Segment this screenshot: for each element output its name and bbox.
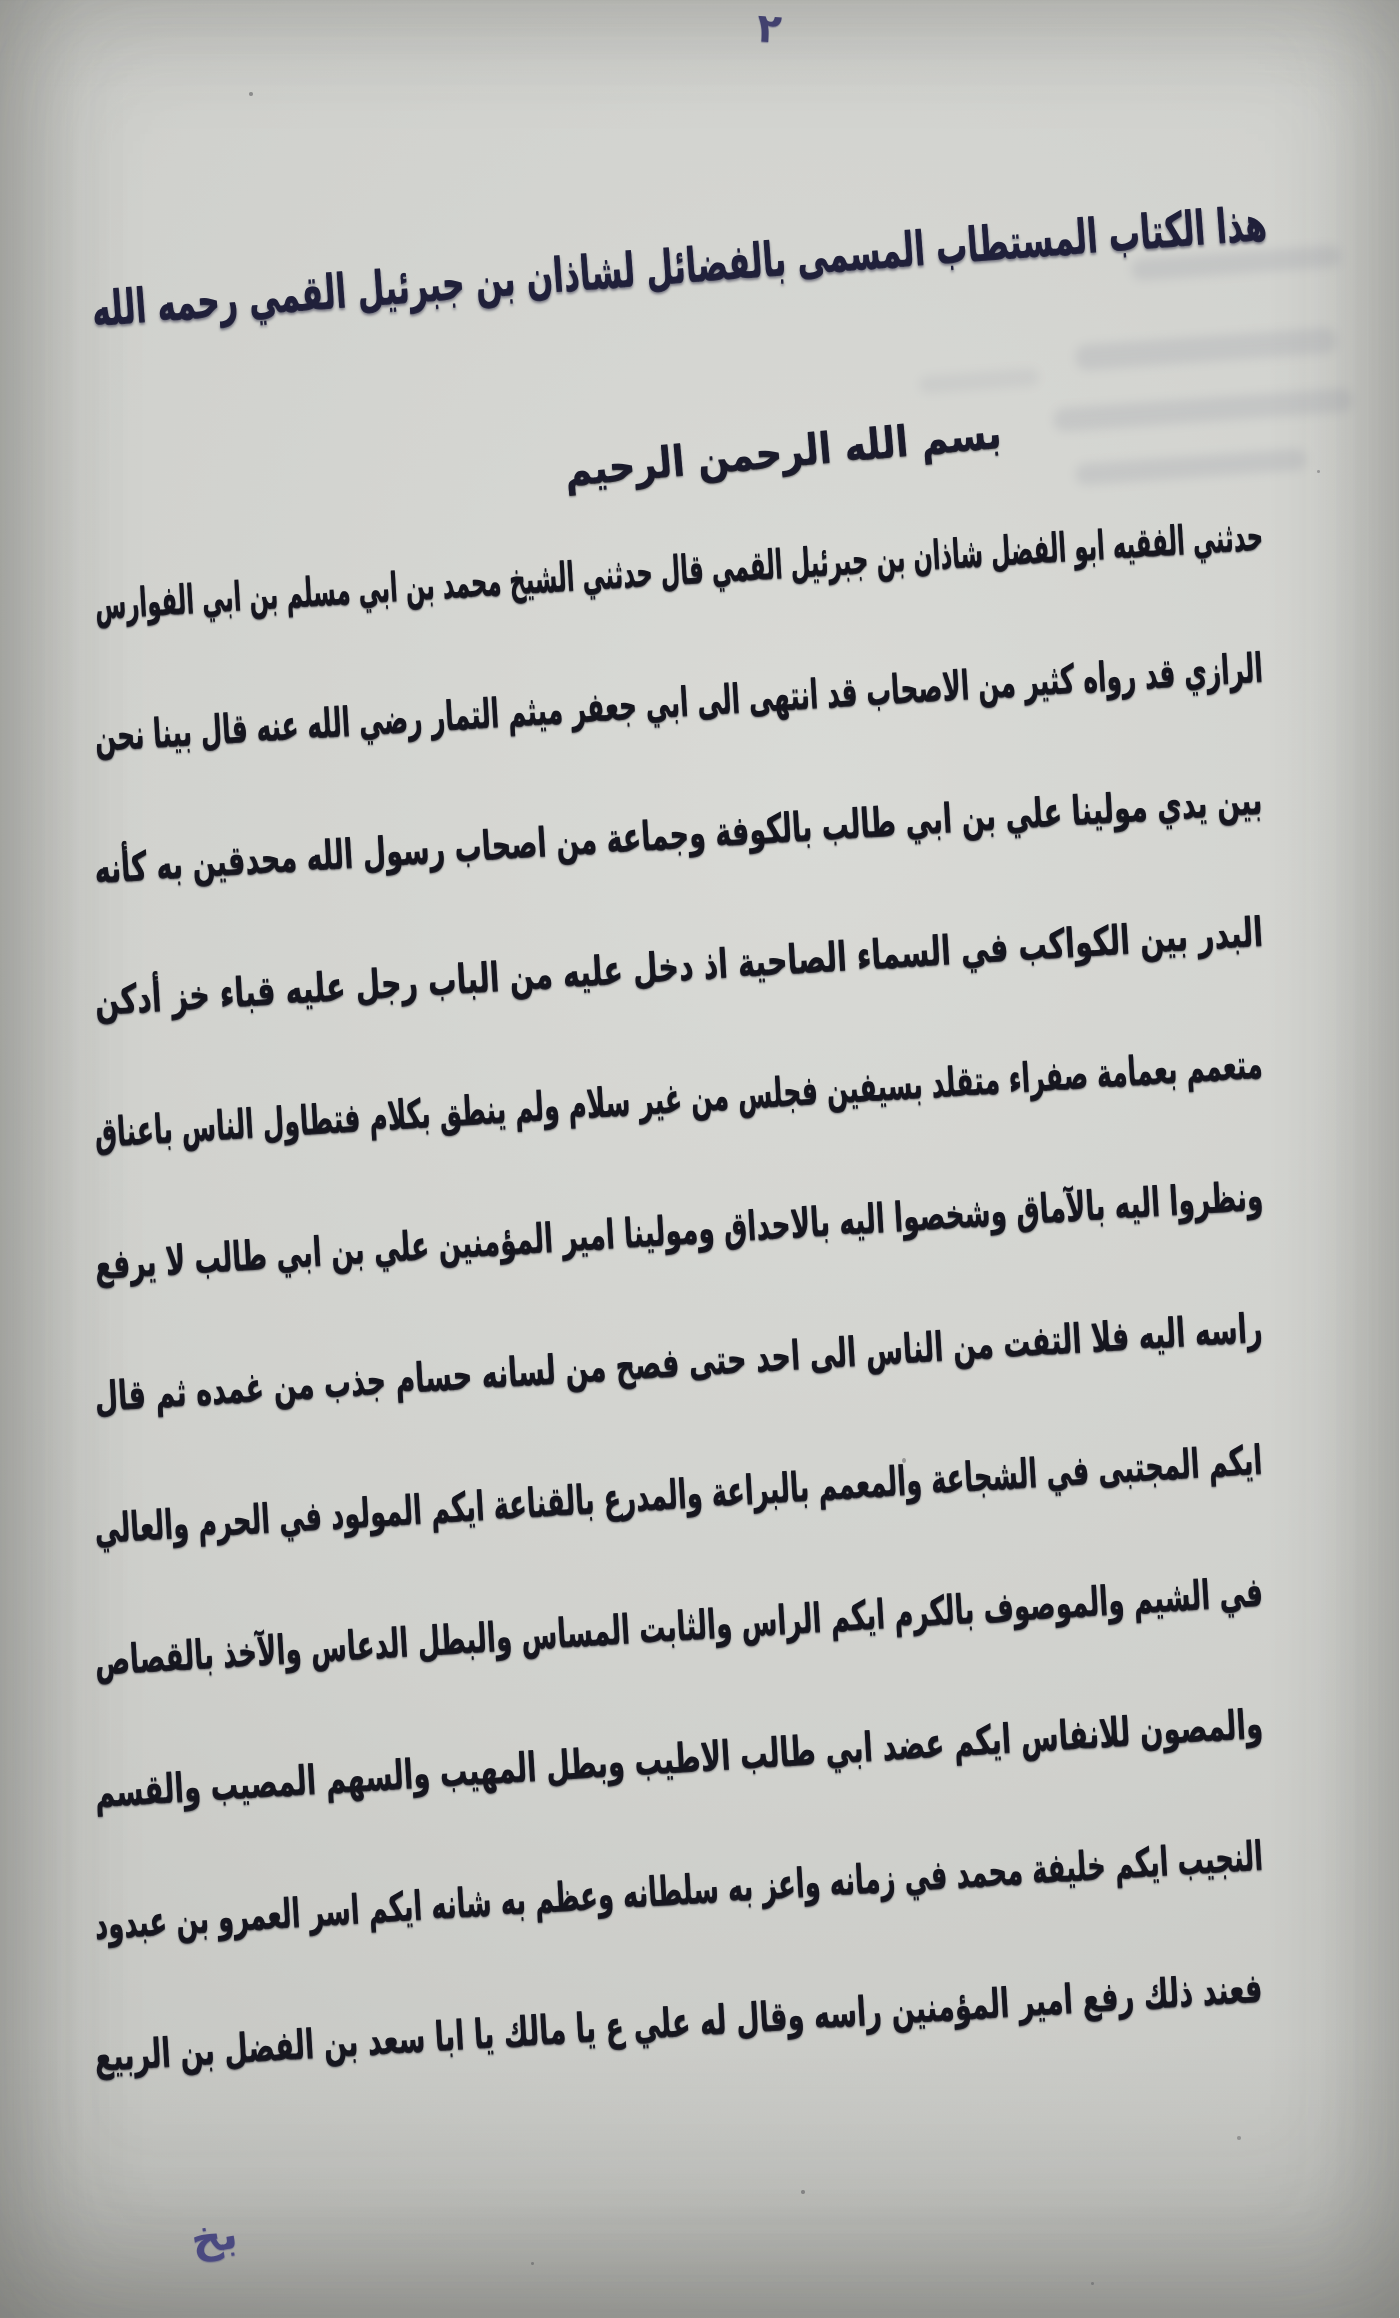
text-line-1-text: حدثني الفقيه ابو الفضل شاذان بن جبرئيل القمي قال حدثني الشيخ محمد بن ابي مسلم بن ابي الفوارس — [94, 513, 1265, 629]
text-line-5-text: متعمم بعمامة صفراء متقلد بسيفين فجلس من غير سلام ولم ينطق بكلام فتطاول الناس باعناق — [94, 1041, 1265, 1157]
text-line-3 — [94, 776, 1268, 941]
text-line-12-text: فعند ذلك رفع امير المؤمنين راسه وقال له علي ع يا مالك يا ابا سعد بن الفضل بن الربيع — [94, 1965, 1265, 2081]
text-line-3-text: بين يدي مولينا علي بن ابي طالب بالكوفة وجماعة من اصحاب رسول الله محدقين به كأنه — [94, 777, 1265, 893]
text-line-6-text: ونظروا اليه بالآماق وشخصوا اليه بالاحداق ومولينا امير المؤمنين علي بن ابي طالب لا يرفع — [93, 1173, 1265, 1289]
folio-number: ٢ — [756, 5, 784, 53]
text-line-9 — [94, 1568, 1268, 1733]
text-line-11-text: النجيب ايكم خليفة محمد في زمانه واعز به سلطانه وعظم به شانه ايكم اسر العمرو بن عبدود — [94, 1833, 1265, 1949]
text-line-7-text: راسه اليه فلا التفت من الناس الى احد حتى فصح من لسانه حسام جذب من غمده ثم قال — [94, 1305, 1265, 1421]
text-line-2 — [94, 644, 1268, 809]
text-line-4-text: البدر بين الكواكب في السماء الصاحية اذ دخل عليه من الباب رجل عليه قباء خز أدكن — [94, 909, 1265, 1025]
text-line-4 — [94, 908, 1268, 1073]
text-line-1 — [94, 512, 1268, 677]
bleed-through-text-mark — [920, 368, 1041, 394]
bleed-through-text-mark — [1075, 327, 1338, 371]
bleed-through-text-mark — [1076, 448, 1309, 486]
basmala-line — [563, 408, 1004, 496]
text-line-7 — [94, 1304, 1268, 1469]
text-line-8 — [94, 1436, 1268, 1601]
paper-speck — [802, 2190, 806, 2194]
text-line-6 — [94, 1172, 1268, 1337]
paper-speck — [532, 2262, 535, 2265]
bleed-through-text-mark — [1054, 388, 1355, 433]
paper-speck — [1318, 470, 1321, 473]
paper-speck — [1238, 2136, 1242, 2140]
text-line-10 — [94, 1700, 1268, 1865]
manuscript-title-line — [91, 196, 1270, 339]
basmala-text: بسم الله الرحمن الرحيم — [563, 408, 1005, 496]
text-line-8-text: ايكم المجتبى في الشجاعة والمعمم بالبراعة والمدرع بالقناعة ايكم المولود في الحرم والعالي — [94, 1437, 1265, 1553]
paper-speck — [250, 92, 254, 96]
text-line-2-text: الرازي قد رواه كثير من الاصحاب قد انتهى الى ابي جعفر ميثم التمار رضي الله عنه قال بينا نحن — [94, 645, 1265, 761]
paper-speck — [1092, 2282, 1095, 2285]
text-line-12 — [94, 1964, 1268, 2129]
text-line-11 — [94, 1832, 1268, 1997]
catchword: بخ — [188, 2208, 242, 2265]
text-line-5 — [94, 1040, 1268, 1205]
text-line-9-text: في الشيم والموصوف بالكرم ايكم الراس والثابت المساس والبطل الدعاس والآخذ بالقصاص — [94, 1569, 1265, 1685]
text-line-10-text: والمصون للانفاس ايكم عضد ابي طالب الاطيب وبطل المهيب والسهم المصيب والقسم — [94, 1701, 1265, 1817]
manuscript-title-text: هذا الكتاب المستطاب المسمى بالفضائل لشاذان بن جبرئيل القمي رحمه الله — [91, 196, 1270, 338]
